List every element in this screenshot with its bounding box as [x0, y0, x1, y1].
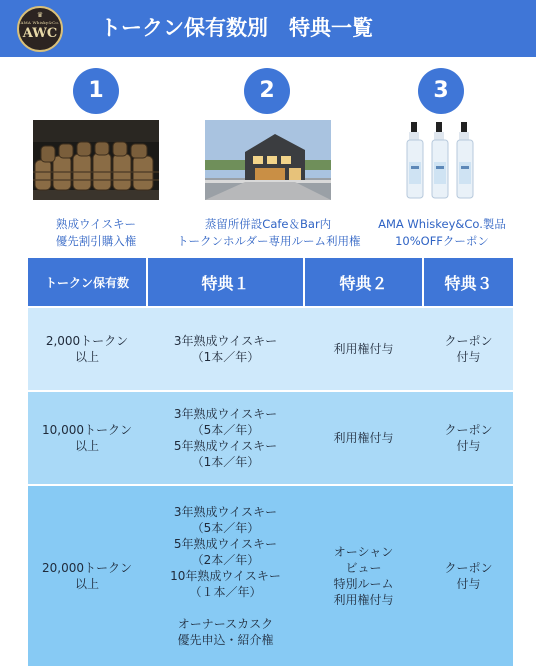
- page-title: トークン保有数別 特典一覧: [100, 16, 373, 40]
- barrel-warehouse-photo: [33, 120, 159, 200]
- row1-tokens: 2,000トークン 以上: [45, 334, 129, 364]
- row3-benefit2: オーシャン ビュー 特別ルーム 利用権付与: [333, 545, 394, 607]
- benefit-caption-2: 蒸留所併設Cafe＆Bar内 トークンホルダー専用ルーム利用権: [177, 217, 361, 248]
- row2-benefit3: クーポン 付与: [444, 423, 493, 453]
- benefit-caption-3: AMA Whiskey&Co.製品 10%OFFクーポン: [378, 217, 506, 248]
- row2-benefit1: 3年熟成ウイスキー （5本／年） 5年熟成ウイスキー （1本／年）: [173, 407, 278, 469]
- row3-tokens: 20,000トークン 以上: [42, 561, 132, 591]
- benefits-table: [28, 258, 513, 666]
- awc-logo: [17, 6, 63, 52]
- benefit-number-3: 3: [418, 68, 464, 114]
- cafe-bar-building-photo: [205, 120, 331, 200]
- benefit-number-2: 2: [244, 68, 290, 114]
- row3-benefit1: 3年熟成ウイスキー （5本／年） 5年熟成ウイスキー （2本／年） 10年熟成ウイスキー （１本／年） オーナースカスク 優先申込・紹介権: [170, 505, 281, 647]
- row3-benefit3: クーポン 付与: [444, 561, 493, 591]
- table-header-benefit2: 特典２: [305, 258, 422, 306]
- header-bar: [0, 0, 536, 57]
- row1-benefit3: クーポン 付与: [444, 334, 493, 364]
- benefit-caption-1: 熟成ウイスキー 優先割引購入権: [55, 217, 137, 248]
- row1-benefit1: 3年熟成ウイスキー （1本／年）: [173, 334, 278, 364]
- barrel-crown-icon: ♛: [36, 11, 44, 19]
- logo-small-text: AMA Whisky&Co.: [20, 20, 60, 25]
- logo-text: AWC: [22, 26, 58, 41]
- row2-benefit2: 利用権付与: [333, 431, 394, 445]
- table-header-tokens: トークン保有数: [28, 258, 146, 306]
- row2-tokens: 10,000トークン 以上: [42, 423, 132, 453]
- table-header-benefit3: 特典３: [424, 258, 513, 306]
- row1-benefit2: 利用権付与: [333, 342, 394, 356]
- product-bottles-photo: [405, 120, 477, 200]
- benefit-number-1: 1: [73, 68, 119, 114]
- table-header-benefit1: 特典１: [148, 258, 303, 306]
